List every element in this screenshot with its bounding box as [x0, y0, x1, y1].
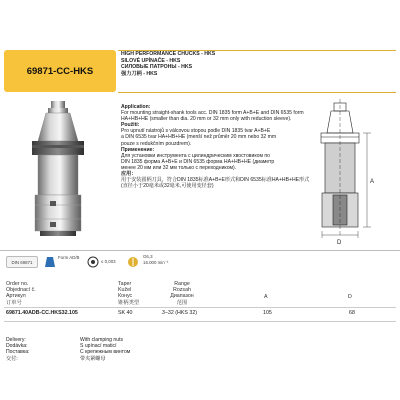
table-row[interactable]	[6, 310, 396, 319]
header-bottom-line	[118, 92, 396, 93]
din-spec-chip	[6, 256, 38, 268]
col-taper-cn: 锥柄类型	[118, 299, 140, 306]
runout-icon	[86, 256, 100, 268]
application-text-ru-3: менее 20 мм или 32 мм только с переходником).	[121, 164, 237, 171]
application-text-cz-2: a DIN 6535 tvar HA+HB+HE (menší než průměr 20 mm nebo 32 mm	[121, 134, 277, 141]
balance-grade: G6,3	[143, 254, 153, 259]
col-order-en: Order no.	[6, 281, 29, 287]
section-divider	[0, 250, 400, 251]
cell-taper: SK 40	[118, 310, 133, 316]
col-order-ru: Артикул	[6, 293, 26, 300]
chuck-technical-drawing	[287, 97, 395, 247]
application-text-cn-2: (直径小于20毫米或32毫米,可使用变径套)	[121, 183, 214, 190]
application-heading-en: Application:	[121, 104, 151, 110]
delivery-labels	[6, 337, 76, 362]
delivery-label-ru: Поставка:	[6, 349, 30, 356]
delivery-label-en: Delivery:	[6, 337, 26, 343]
product-code-badge	[4, 50, 116, 92]
cell-d: 68	[349, 310, 355, 316]
delivery-values	[80, 337, 230, 362]
delivery-value-ru: С крепежным винтом	[80, 349, 131, 356]
application-heading-cn: 应用：	[121, 171, 137, 178]
din-label: DIN 69871	[11, 259, 33, 265]
product-titles	[121, 51, 215, 77]
form-spec-label: Form AD/B	[58, 255, 80, 260]
delivery-value-cz: S upínací maticí	[80, 343, 117, 350]
table-bottom-divider	[4, 321, 396, 322]
chuck-side-view-image	[4, 97, 118, 247]
col-range-ru: Диапазон	[170, 293, 194, 300]
col-d-header: D	[348, 294, 352, 300]
table-header-divider	[4, 307, 396, 308]
delivery-value-en: With clamping nuts	[80, 337, 124, 343]
balance-icon	[127, 256, 139, 268]
balance-speed: 15.000 min⁻¹	[143, 259, 169, 265]
application-heading-ru: Применение:	[121, 146, 155, 153]
application-text-en-2: HA+HB+HE (smaller than dia. 20 mm or 32 mm only with reduction sleeve).	[121, 116, 292, 123]
application-heading-cz: Použití:	[121, 122, 140, 129]
col-order-cz: Objednací č.	[6, 287, 36, 294]
title-cn: 强力刀柄 - HKS	[121, 70, 158, 77]
cell-order: 69871.40ADB-CC.HKS32.105	[6, 310, 78, 316]
application-text-cz-1: Pro upnutí nástrojů s válcovou stopou podle DIN 1835 tvar A+B+E	[121, 128, 271, 135]
balance-spec	[143, 254, 169, 265]
col-range-cz: Rozsah	[173, 287, 191, 294]
cell-range: 3–32 (HKS 32)	[162, 310, 198, 316]
title-cz: SILOVÉ UPÍNAČE - HKS	[121, 57, 181, 64]
col-range-header	[160, 281, 204, 306]
runout-spec-label: ≤ 0,003	[101, 259, 116, 264]
product-code: 69871-CC-HKS	[26, 65, 94, 77]
application-text-en-1: For mounting straight-shank tools acc. DIN 1835 form A+B+E and DIN 6535 form	[121, 110, 304, 117]
col-range-cn: 范围	[176, 299, 188, 306]
delivery-label-cn: 交付:	[6, 355, 18, 362]
application-text-cz-3: pouze s redukčním pouzdrem).	[121, 140, 192, 147]
dim-a-label: A	[370, 179, 375, 185]
col-taper-header	[118, 281, 148, 306]
delivery-value-cn: 带夹紧螺母	[80, 355, 106, 362]
taper-form-icon	[43, 256, 57, 268]
title-en: HIGH PERFORMANCE CHUCKS - HKS	[121, 51, 216, 57]
col-taper-cz: Kužel	[118, 287, 132, 294]
delivery-label-cz: Dodávka:	[6, 343, 28, 350]
cell-a: 105	[263, 310, 272, 316]
col-order-header	[6, 281, 96, 306]
col-taper-ru: Конус	[118, 293, 133, 300]
application-text-cn-1: 用于安装圆柄刀具，符合DIN 1835标准A+B+E形式和DIN 6535标准HA+HB+HE形式	[121, 177, 310, 184]
application-text-ru-2: DIN 1835 форма A+B+E и DIN 6535 форма HA+HB+HE (диаметр	[121, 158, 275, 165]
dim-d-label: D	[337, 240, 342, 246]
col-range-en: Range	[174, 281, 190, 287]
col-a-header: A	[264, 294, 268, 300]
title-ru: СИЛОВЫЕ ПАТРОНЫ - HKS	[121, 64, 193, 71]
col-order-cn: 订单号	[6, 299, 22, 306]
application-text-ru-1: Для установки инструмента с цилиндрическим хвостовиком по	[121, 152, 270, 159]
col-taper-en: Taper	[118, 281, 132, 287]
